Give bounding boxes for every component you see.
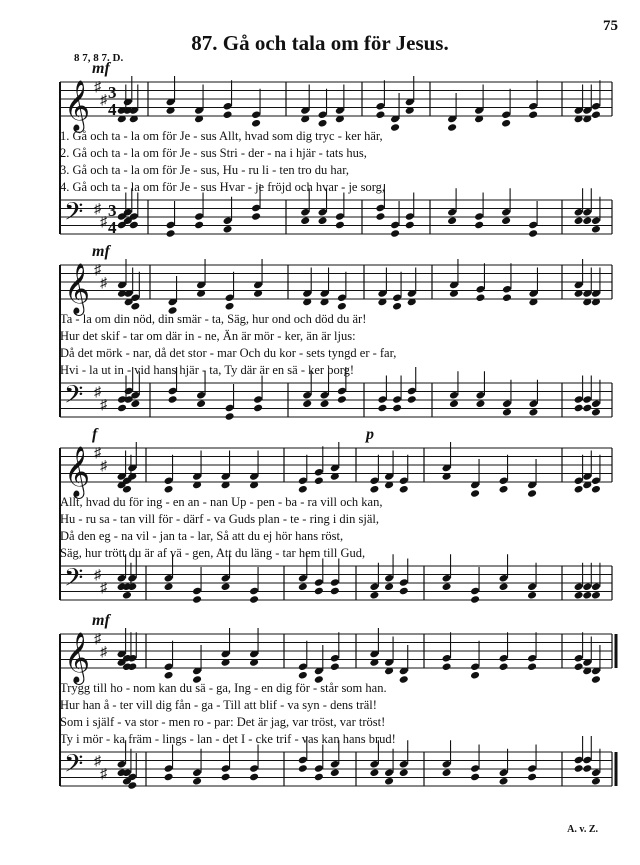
- note-head: [300, 216, 310, 225]
- sharp-icon: ♯: [94, 568, 101, 583]
- note-head: [399, 485, 409, 494]
- music-system: [0, 426, 640, 611]
- note-head: [225, 302, 235, 311]
- note-head: [384, 777, 394, 786]
- note-head: [447, 216, 457, 225]
- lyric-line: 4. Gå och ta - la om för Je - sus Hvar - je fröjd och hvar - je sorg,: [60, 180, 386, 194]
- note-head: [318, 119, 328, 128]
- note-head: [449, 399, 459, 408]
- note-head: [223, 110, 233, 119]
- note-head: [591, 225, 601, 234]
- note-head: [502, 293, 512, 302]
- note-head: [574, 485, 584, 494]
- sharp-icon: ♯: [94, 263, 101, 278]
- note-head: [192, 777, 202, 786]
- note-head: [302, 399, 312, 408]
- note-head: [314, 476, 324, 485]
- note-head: [407, 395, 417, 404]
- note-head: [117, 404, 127, 413]
- note-head: [392, 404, 402, 413]
- lyric-line: Hur det skif - tar om där in - ne, Än är mör - ker, än är ljus:: [60, 329, 356, 343]
- bass-clef-icon: 𝄢: [64, 563, 84, 599]
- time-signature: 3: [108, 201, 117, 220]
- bass-clef-icon: 𝄢: [64, 380, 84, 416]
- note-head: [442, 662, 452, 671]
- bass-clef-icon: 𝄢: [64, 197, 84, 233]
- note-head: [501, 216, 511, 225]
- note-head: [164, 671, 174, 680]
- note-head: [251, 119, 261, 128]
- dynamic-marking: mf: [92, 60, 110, 77]
- note-head: [499, 777, 509, 786]
- lyric-line: Säg, hur trött du är af vä - gen, Att du läng - tar hem till Gud,: [60, 546, 366, 560]
- note-head: [337, 395, 347, 404]
- note-head: [591, 408, 601, 417]
- time-signature: 3: [108, 83, 117, 102]
- dynamic-marking: p: [366, 426, 374, 443]
- sharp-icon: ♯: [94, 385, 101, 400]
- note-head: [375, 110, 385, 119]
- note-head: [330, 768, 340, 777]
- note-head: [501, 119, 511, 128]
- note-head: [384, 582, 394, 591]
- lyric-line: Hvi - la ut in - vid hans hjär - ta, Ty där är en sä - ker borg!: [60, 363, 355, 377]
- note-head: [474, 221, 484, 230]
- treble-clef-icon: 𝄞: [64, 446, 91, 497]
- dynamic-marking: mf: [92, 612, 110, 629]
- note-head: [223, 225, 233, 234]
- lyric-line: Då det mörk - nar, då det stor - mar Och du kor - sets tyngd er - far,: [60, 346, 397, 360]
- note-head: [390, 229, 400, 238]
- note-head: [168, 395, 178, 404]
- note-head: [298, 582, 308, 591]
- note-head: [192, 595, 202, 604]
- note-head: [298, 671, 308, 680]
- lyric-line: Ta - la om din nöd, din smär - ta, Säg, hur ond och död du är!: [60, 312, 367, 326]
- sharp-icon: ♯: [100, 581, 107, 596]
- note-head: [330, 662, 340, 671]
- treble-clef-icon: 𝄞: [64, 263, 91, 314]
- note-head: [527, 662, 537, 671]
- note-head: [582, 591, 592, 600]
- note-head: [470, 671, 480, 680]
- note-head: [574, 662, 584, 671]
- note-head: [527, 773, 537, 782]
- note-head: [475, 293, 485, 302]
- note-head: [470, 773, 480, 782]
- note-head: [194, 221, 204, 230]
- note-head: [249, 773, 259, 782]
- lyric-line: Då den eg - na vil - jan ta - lar, Så att du ej hör hans röst,: [60, 529, 344, 543]
- bass-clef-icon: 𝄢: [64, 749, 84, 785]
- sharp-icon: ♯: [100, 276, 107, 291]
- note-head: [375, 212, 385, 221]
- note-head: [369, 591, 379, 600]
- note-head: [399, 768, 409, 777]
- note-head: [377, 404, 387, 413]
- time-signature: 4: [108, 218, 117, 237]
- sharp-icon: ♯: [100, 645, 107, 660]
- music-system: [0, 612, 640, 797]
- lyric-line: 2. Gå och ta - la om för Je - sus Stri - der - na i hjär - tats hus,: [60, 146, 367, 160]
- note-head: [574, 216, 584, 225]
- sharp-icon: ♯: [100, 215, 107, 230]
- note-head: [318, 216, 328, 225]
- note-head: [442, 582, 452, 591]
- note-head: [335, 221, 345, 230]
- lyric-line: 1. Gå och ta - la om för Je - sus Allt, hvad som dig tryc - ker här,: [60, 129, 383, 143]
- lyric-line: Hu - ru sa - tan vill för - därf - va Guds plan - te - ring i din själ,: [60, 512, 380, 526]
- sharp-icon: ♯: [94, 754, 101, 769]
- dynamic-marking: mf: [92, 243, 110, 260]
- note-head: [582, 404, 592, 413]
- note-head: [164, 773, 174, 782]
- sharp-icon: ♯: [94, 80, 101, 95]
- note-head: [574, 404, 584, 413]
- note-head: [253, 404, 263, 413]
- sharp-icon: ♯: [94, 202, 101, 217]
- time-signature: 4: [108, 100, 117, 119]
- treble-clef-icon: 𝄞: [64, 80, 91, 131]
- sharp-icon: ♯: [94, 632, 101, 647]
- note-head: [499, 485, 509, 494]
- note-head: [298, 764, 308, 773]
- note-head: [251, 212, 261, 221]
- lyric-line: Allt, hvad du för ing - en an - nan Up - pen - ba - ra vill och kan,: [60, 495, 383, 509]
- lyric-line: Trygg till ho - nom kan du sä - ga, Ing - en dig för - står som han.: [60, 681, 387, 695]
- note-head: [164, 582, 174, 591]
- sharp-icon: ♯: [100, 459, 107, 474]
- note-head: [574, 591, 584, 600]
- lyric-line: Ty i mör - ka främ - lings - lan - det I - cke trif - vas kan hans brud!: [60, 732, 396, 746]
- lyric-line: Hur han å - ter vill dig fån - ga - Till att blif - va syn - dens träl!: [60, 698, 377, 712]
- note-head: [221, 582, 231, 591]
- note-head: [392, 302, 402, 311]
- meter-indication: 8 7, 8 7. D.: [74, 52, 124, 64]
- note-head: [591, 485, 601, 494]
- note-head: [221, 773, 231, 782]
- note-head: [369, 768, 379, 777]
- note-head: [591, 110, 601, 119]
- note-head: [470, 595, 480, 604]
- dynamic-marking: f: [92, 426, 98, 443]
- note-head: [405, 221, 415, 230]
- composer-credit: A. v. Z.: [567, 824, 598, 835]
- music-system: [0, 243, 640, 428]
- note-head: [337, 302, 347, 311]
- sharp-icon: ♯: [100, 93, 107, 108]
- note-head: [249, 595, 259, 604]
- note-head: [528, 408, 538, 417]
- note-head: [528, 110, 538, 119]
- sharp-icon: ♯: [100, 767, 107, 782]
- note-head: [166, 229, 176, 238]
- note-head: [502, 408, 512, 417]
- note-head: [122, 591, 132, 600]
- note-head: [591, 777, 601, 786]
- note-head: [369, 485, 379, 494]
- note-head: [475, 399, 485, 408]
- note-head: [314, 773, 324, 782]
- note-head: [527, 591, 537, 600]
- note-head: [528, 229, 538, 238]
- note-head: [330, 587, 340, 596]
- note-head: [320, 399, 330, 408]
- hymn-title: 87. Gå och tala om för Jesus.: [191, 31, 449, 55]
- sharp-icon: ♯: [100, 398, 107, 413]
- sharp-icon: ♯: [94, 446, 101, 461]
- note-head: [225, 412, 235, 421]
- note-head: [591, 591, 601, 600]
- note-head: [399, 587, 409, 596]
- note-head: [442, 768, 452, 777]
- lyric-line: Som i själf - va stor - men ro - par: Det är jag, var tröst, var tröst!: [60, 715, 386, 729]
- page-number: 75: [603, 18, 618, 34]
- note-head: [582, 764, 592, 773]
- note-head: [298, 485, 308, 494]
- note-head: [499, 662, 509, 671]
- note-head: [499, 582, 509, 591]
- note-head: [196, 399, 206, 408]
- note-head: [582, 216, 592, 225]
- note-head: [314, 587, 324, 596]
- music-system: [0, 60, 640, 245]
- lyric-line: 3. Gå och ta - la om för Je - sus, Hu - ru li - ten tro du har,: [60, 163, 350, 177]
- treble-clef-icon: 𝄞: [64, 632, 91, 683]
- note-head: [574, 764, 584, 773]
- note-head: [164, 485, 174, 494]
